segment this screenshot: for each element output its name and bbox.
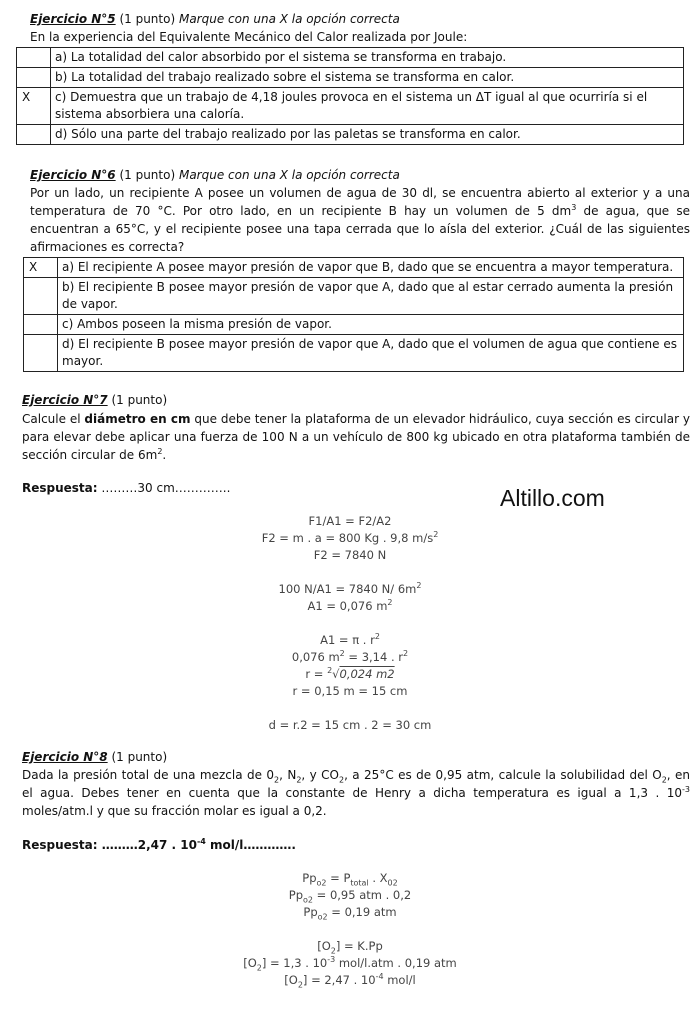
ex6-option-a-mark: X <box>24 258 58 278</box>
ex6-points: (1 punto) <box>115 168 179 182</box>
ex5-instruction: Marque con una X la opción correcta <box>178 12 400 26</box>
ex5-option-b-mark <box>17 68 51 88</box>
ex6-instruction: Marque con una X la opción correcta <box>178 168 400 182</box>
ex5-points: (1 punto) <box>115 12 179 26</box>
ex8-response-value: ………2,47 . $10^{-4}$ mol/l…………. <box>97 837 296 852</box>
ex5-option-a-mark <box>17 48 51 68</box>
ex6-option-b-mark <box>24 278 58 315</box>
ex5-option-d[interactable] <box>17 125 684 145</box>
ex8-points: (1 punto) <box>107 750 168 764</box>
ex6-statement-a: Por un lado, un recipiente A posee un volumen de agua de 30 dl, se encuentra abierto al exterior y a una temperatura de 70 °C. Por otro lado, en un recipiente B hay un volumen de 5 dm <box>30 186 690 218</box>
ex8-response <box>22 837 422 853</box>
ex5-options-table <box>16 47 684 145</box>
ex6-option-d-text: d) El recipiente B posee mayor presión de vapor que A, dado que el volumen de agua que contiene es mayor. <box>58 335 684 372</box>
ex5-option-a[interactable] <box>17 48 684 68</box>
ex6-option-a[interactable] <box>24 258 684 278</box>
ex7-eq2: F2 = m . a = 800 Kg . 9,8 $m/s^2$ <box>261 530 439 545</box>
ex6-option-c-mark <box>24 315 58 335</box>
watermark-logo: Altillo.com <box>500 485 605 511</box>
ex6-option-c-text: c) Ambos poseen la misma presión de vapor. <box>58 315 684 335</box>
ex8-header <box>22 749 682 765</box>
ex8-number: Ejercicio N°8 <box>22 750 108 764</box>
ex7-points: (1 punto) <box>107 393 168 407</box>
ex6-option-b-text: b) El recipiente B posee mayor presión de vapor que A, dado que al estar cerrado aumenta la presión de vapor. <box>58 278 684 315</box>
ex6-option-c[interactable] <box>24 315 684 335</box>
ex5-option-d-text: d) Sólo una parte del trabajo realizado por las paletas se transforma en calor. <box>51 125 684 145</box>
ex7-equations <box>0 513 700 734</box>
ex7-s1: Calcule el <box>22 412 85 426</box>
ex8-eq1: $Pp_{o2} = P_{total}$ . $X_{02}$ <box>302 871 398 888</box>
ex6-option-a-text: a) El recipiente A posee mayor presión de vapor que B, dado que se encuentra a mayor temperatura. <box>58 258 684 278</box>
ex7-eq4: 100 N/A1 = 7840 N/ $6m^2$ <box>278 581 422 596</box>
ex5-option-d-mark <box>17 125 51 145</box>
ex7-eq1: F1/A1 = F2/A2 <box>308 514 392 528</box>
ex8-eq6: $[O_2] = 2,47$ . $10^{-4}$ mol/l <box>284 972 416 990</box>
ex8-eq5: $[O_2] = 1,3$ . $10^{-3}$ mol/l.atm . 0,19 atm <box>243 955 457 973</box>
ex7-s2-sup: 2 <box>157 447 163 456</box>
ex7-response-label: Respuesta: <box>22 481 98 495</box>
ex5-option-b[interactable] <box>17 68 684 88</box>
ex7-eq8: r = $^2$√0,024 m2 <box>305 666 395 681</box>
ex7-eq9: r = 0,15 m = 15 cm <box>292 684 408 698</box>
ex6-options-table <box>23 257 684 372</box>
ex7-number: Ejercicio N°7 <box>22 393 108 407</box>
ex6-statement <box>30 184 690 256</box>
ex5-option-c[interactable] <box>17 88 684 125</box>
ex7-eq3: F2 = 7840 N <box>313 548 387 562</box>
ex5-option-a-text: a) La totalidad del calor absorbido por el sistema se transforma en trabajo. <box>51 48 684 68</box>
ex6-statement-sup: 3 <box>571 203 577 212</box>
ex7-eq5: A1 = 0,076 $m^2$ <box>307 598 393 613</box>
ex8-statement: Dada la presión total de una mezcla de $0_2$, $N_2$, y $CO_2$, a 25°C es de 0,95 atm, calcule la solubilidad del $O_2$, en el agua. Debes tener en cuenta que la constante de Henry a dicha temperatura es igual a 1,3 . $10^{-3}$ moles/atm.l y que su fracción molar es igual a 0,2. <box>22 768 691 818</box>
ex6-statement-b: de agua, que se encuentran a 65°C, y el recipiente posee una tapa cerrada que lo aísla del exterior. ¿Cuál de las siguientes afirmaciones es correcta? <box>30 204 690 254</box>
ex8-response-label: Respuesta: <box>22 838 98 852</box>
ex7-s2: que debe tener la plataforma de un elevador hidráulico, cuya sección es circular y para elevar debe aplicar una fuerza de 100 N a un vehículo de 800 kg ubicado en otra plataforma también de sección circular de 6m <box>22 412 690 462</box>
ex8-eq2: $Pp_{o2} = 0,95$ atm . 0,2 <box>288 888 412 905</box>
ex7-eq6: A1 = π . $r^2$ <box>320 632 380 647</box>
ex6-number: Ejercicio N°6 <box>30 168 116 182</box>
ex5-statement: En la experiencia del Equivalente Mecánico del Calor realizada por Joule: <box>30 30 468 44</box>
ex7-response-value: ………30 cm………….. <box>97 481 231 495</box>
ex7-header <box>22 392 682 408</box>
ex7-s3: . <box>162 448 167 462</box>
ex7-statement <box>22 410 690 464</box>
ex7-bold: diámetro en cm <box>84 412 191 426</box>
ex5-number: Ejercicio N°5 <box>30 12 116 26</box>
ex5-header <box>30 11 685 27</box>
ex8-equations <box>0 870 700 989</box>
ex6-header <box>30 167 685 183</box>
ex7-eq7: 0,076 $m^2 = 3,14$ . $r^2$ <box>291 649 409 664</box>
ex6-option-b[interactable] <box>24 278 684 315</box>
ex8-eq4: $[O_2] = K.Pp$ <box>317 939 383 956</box>
ex6-option-d[interactable] <box>24 335 684 372</box>
ex5-option-c-mark: X <box>17 88 51 125</box>
ex5-option-b-text: b) La totalidad del trabajo realizado sobre el sistema se transforma en calor. <box>51 68 684 88</box>
ex6-option-d-mark <box>24 335 58 372</box>
ex7-response <box>22 480 422 496</box>
ex7-eq10: d = r.2 = 15 cm . 2 = 30 cm <box>268 718 432 732</box>
ex8-eq3: $Pp_{o2} = 0,19$ atm <box>303 905 397 922</box>
ex5-option-c-text: c) Demuestra que un trabajo de 4,18 joules provoca en el sistema un ΔT igual al que ocurriría si el sistema absorbiera una caloría. <box>51 88 684 125</box>
